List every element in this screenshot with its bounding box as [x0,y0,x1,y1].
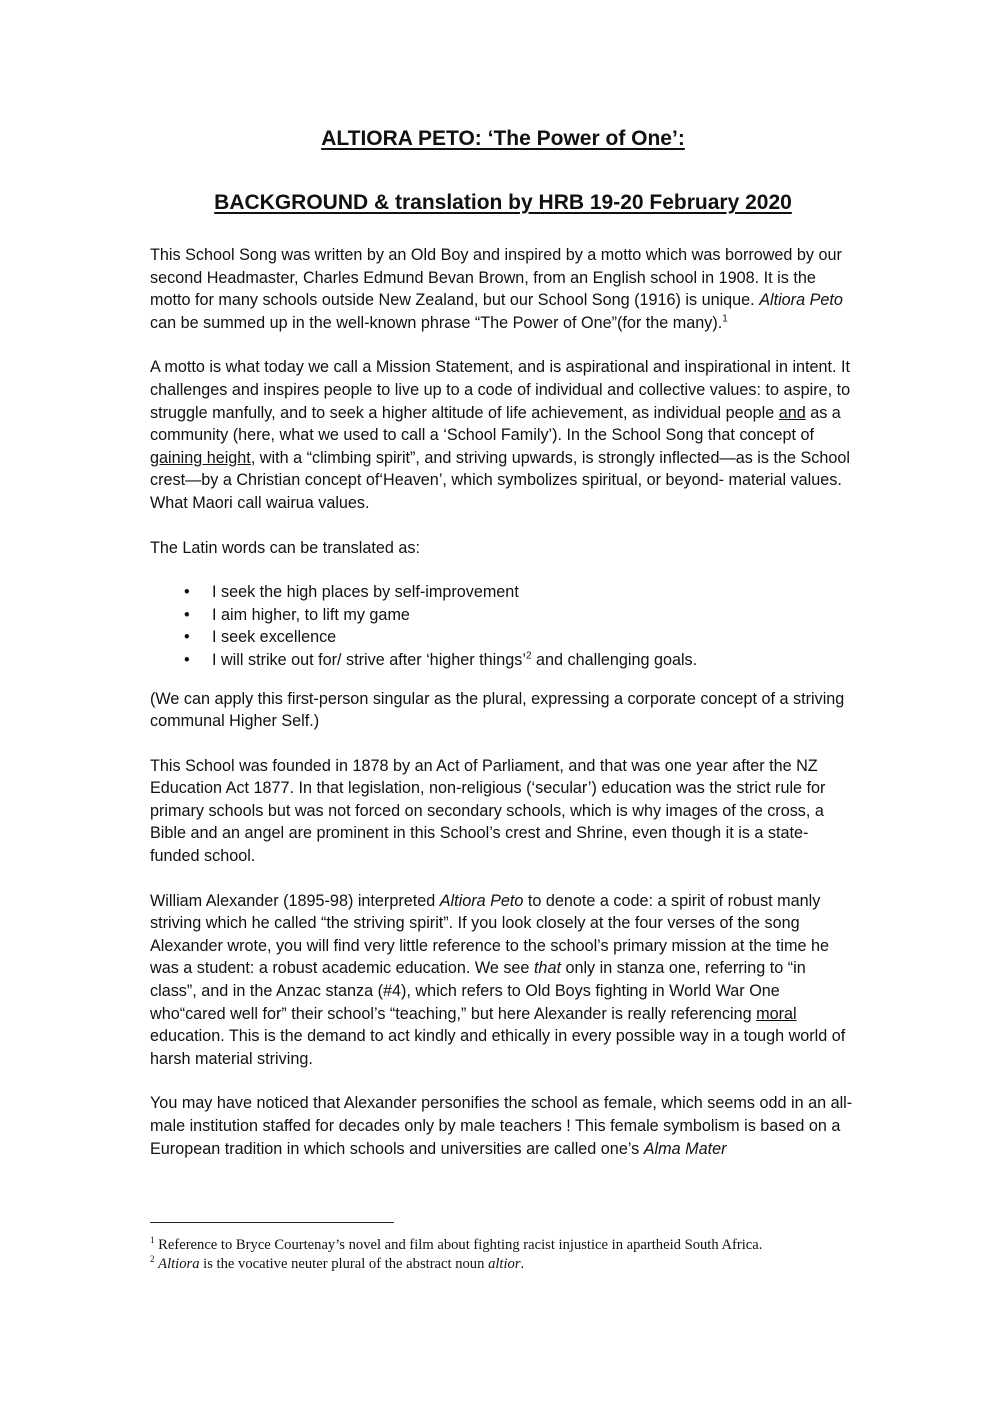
footnote-divider [150,1222,394,1223]
list-item: • I aim higher, to lift my game [212,604,856,627]
list-item: • I will strike out for/ strive after ‘higher things’$^2$ and challenging goals. [212,649,856,672]
document-subtitle: BACKGROUND & translation by HRB 19-20 February 2020 [214,191,792,214]
footnote-ref-2[interactable]: 2 [525,650,532,662]
bullet-icon: • [184,583,190,602]
bullet-icon: • [184,628,190,647]
underlined-gaining-height: gaining height [150,448,251,467]
footnote-1: $^1$ Reference to Bryce Courtenay’s novel and film about fighting racist injustice in apartheid South Africa. [150,1235,763,1253]
paragraph-founding: This School was founded in 1878 by an Act of Parliament, and that was one year after the NZ Education Act 1877. In that legislation, non-religious (‘secular’) education was the strict rule for primary schools but was not forced on secondary schools, which is why images of the cross, a Bible and an angel are prominent in this School’s crest and Shrine, even though it is a state-funded school. [150,756,826,866]
paragraph-mission: A motto is what today we call a Mission Statement, and is aspirational and inspirational in intent. It challenges and inspires people to live up to a code of individual and collective values: to aspire, to struggle manfully, and to seek a higher altitude of life achievement, as individual people and as a community (here, what we used to call a ‘School Family’). In the School Song that concept of gaining height, with a “climbing spirit”, and striving upwards, is strongly inflected—as is the School crest—by a Christian concept of‘Heaven’, which symbolizes spiritual, or beyond- material values. What Maori call wairua values. [150,358,851,512]
paragraph-female-symbolism: You may have noticed that Alexander personifies the school as female, which seems odd in an all-male institution staffed for decades only by male teachers ! This female symbolism is based on a European tradition in which schools and universities are called one’s Alma Mater [150,1094,853,1158]
underlined-moral: moral [756,1004,797,1023]
translation-list [150,581,856,671]
list-item: • I seek the high places by self-improvement [212,581,856,604]
footnote-2: $^2$ Altiora is the vocative neuter plural of the abstract noun altior. [150,1254,525,1272]
italic-motto: Altiora Peto [759,291,843,310]
paragraph-translation-intro: The Latin words can be translated as: [150,538,420,557]
list-item: • I seek excellence [212,626,856,649]
document-title: ALTIORA PETO: ‘The Power of One’: [321,127,685,150]
bullet-icon: • [184,605,190,624]
footnotes [150,1236,850,1274]
document-body [150,244,856,1182]
paragraph-plural-note: (We can apply this first-person singular as the plural, expressing a corporate concept of a striving communal Higher Self.) [150,689,845,731]
footnote-ref-1[interactable]: 1 [722,313,728,325]
paragraph-intro: This School Song was written by an Old Boy and inspired by a motto which was borrowed by our second Headmaster, Charles Edmund Bevan Brown, from an English school in 1908. It is the motto for many schools outside New Zealand, but our School Song (1916) is unique. Altiora Peto can be summed up in the well-known phrase “The Power of One”(for the many).$^1$ [150,246,843,332]
underlined-and: and [778,403,806,422]
bullet-icon: • [184,650,190,669]
paragraph-alexander: William Alexander (1895-98) interpreted Altiora Peto to denote a code: a spirit of robust manly striving which he called “the striving spirit”. If you look closely at the four verses of the song Alexander wrote, you will find very little reference to the school’s primary mission at the time he was a student: a robust academic education. We see that only in stanza one, referring to “in class”, and in the Anzac stanza (#4), which refers to Old Boys fighting in World War One who“cared well for” their school’s “teaching,” but here Alexander is really referencing moral education. This is the demand to act kindly and ethically in every possible way in a tough world of harsh material striving. [150,891,846,1068]
